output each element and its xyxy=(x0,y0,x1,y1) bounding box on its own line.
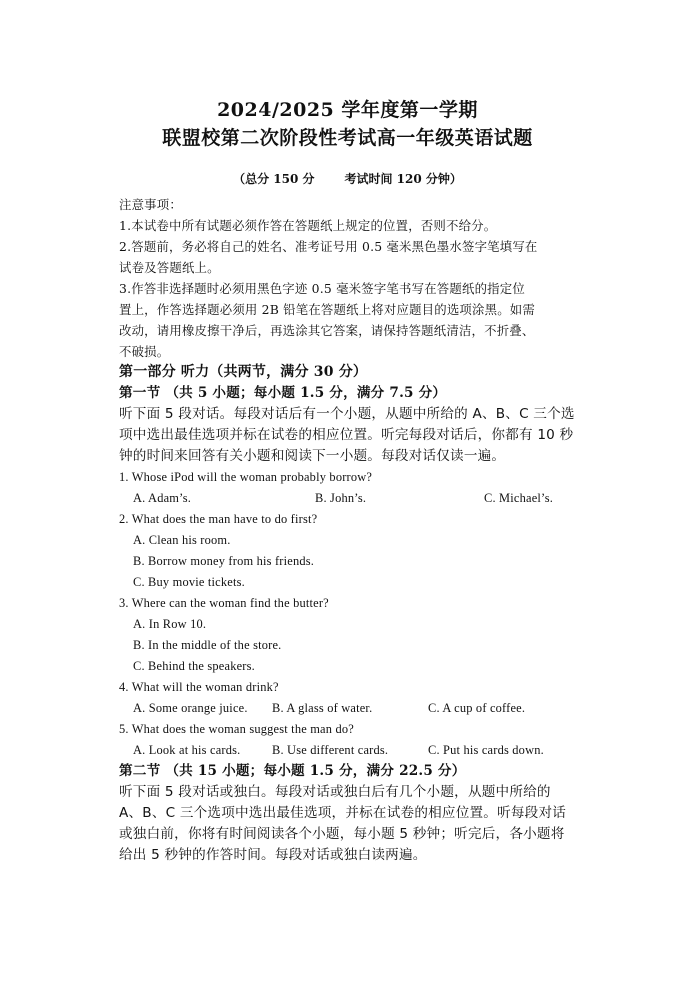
option-c: C. Buy movie tickets. xyxy=(133,575,245,589)
section2-instruction: A、B、C 三个选项中选出最佳选项，并标在试卷的相应位置。听每段对话 xyxy=(119,805,567,821)
section1-instruction: 听下面 5 段对话。每段对话后有一个小题，从题中所给的 A、B、C 三个选 xyxy=(119,406,575,422)
question-options-row xyxy=(119,488,584,509)
question-text: 1. Whose iPod will the woman probably borrow? xyxy=(119,470,373,484)
option-b: B. In the middle of the store. xyxy=(133,638,282,652)
option-a: A. Adam’s. xyxy=(133,491,192,505)
section2-instruction: 或独白前，你将有时间阅读各个小题，每小题 5 秒钟；听完后，各小题将 xyxy=(119,826,565,842)
option-c: C. Put his cards down. xyxy=(428,743,544,757)
notes-line: 试卷及答题纸上。 xyxy=(119,260,220,275)
option-c: C. A cup of coffee. xyxy=(428,701,526,715)
notes-line: 2.答题前，务必将自己的姓名、准考证号用 0.5 毫米黑色墨水签字笔填写在 xyxy=(119,239,538,254)
question-text: 3. Where can the woman find the butter? xyxy=(119,596,329,610)
exam-title-line1: 2024/2025 学年度第一学期 xyxy=(217,99,478,121)
option-b: B. Borrow money from his friends. xyxy=(133,554,315,568)
section1-heading: 第一节 （共 5 小题；每小题 1.5 分，满分 7.5 分） xyxy=(119,385,447,401)
part1-heading: 第一部分 听力（共两节，满分 30 分） xyxy=(119,364,368,380)
exam-meta xyxy=(0,170,695,187)
question-options-row xyxy=(119,740,584,761)
option-a: A. Clean his room. xyxy=(133,533,231,547)
option-a: A. Some orange juice. xyxy=(133,701,248,715)
question-text: 2. What does the man have to do first? xyxy=(119,512,318,526)
section2-heading: 第二节 （共 15 小题；每小题 1.5 分，满分 22.5 分） xyxy=(119,763,466,779)
option-b: B. Use different cards. xyxy=(272,743,389,757)
notes-line: 置上，作答选择题必须用 2B 铅笔在答题纸上将对应题目的选项涂黑。如需 xyxy=(119,302,535,317)
notes-line: 1.本试卷中所有试题必须作答在答题纸上规定的位置，否则不给分。 xyxy=(119,218,497,233)
question-text: 5. What does the woman suggest the man do? xyxy=(119,722,354,736)
option-c: C. Michael’s. xyxy=(484,491,554,505)
question-text: 4. What will the woman drink? xyxy=(119,680,279,694)
section1-instruction: 钟的时间来回答有关小题和阅读下一小题。每段对话仅读一遍。 xyxy=(119,448,506,464)
question-options-row xyxy=(119,698,584,719)
exam-title-line2: 联盟校第二次阶段性考试高一年级英语试题 xyxy=(162,127,533,149)
option-b: B. John’s. xyxy=(315,491,367,505)
option-a: A. In Row 10. xyxy=(133,617,207,631)
section1-instruction: 项中选出最佳选项并标在试卷的相应位置。听完每段对话后，你都有 10 秒 xyxy=(119,427,574,443)
section2-instruction: 给出 5 秒钟的作答时间。每段对话或独白读两遍。 xyxy=(119,847,427,863)
notes-line: 3.作答非选择题时必须用黑色字迹 0.5 毫米签字笔书写在答题纸的指定位 xyxy=(119,281,525,296)
notes-block xyxy=(119,194,584,866)
section2-instruction: 听下面 5 段对话或独白。每段对话或独白后有几个小题，从题中所给的 xyxy=(119,784,551,800)
option-c: C. Behind the speakers. xyxy=(133,659,255,673)
total-score: （总分 150 分 xyxy=(233,172,315,186)
exam-time: 考试时间 120 分钟） xyxy=(344,172,462,186)
notes-line: 不破损。 xyxy=(119,344,170,359)
notes-heading: 注意事项： xyxy=(119,197,182,212)
option-b: B. A glass of water. xyxy=(272,701,373,715)
notes-line: 改动，请用橡皮擦干净后，再选涂其它答案，请保持答题纸清洁，不折叠、 xyxy=(119,323,535,338)
option-a: A. Look at his cards. xyxy=(133,743,241,757)
